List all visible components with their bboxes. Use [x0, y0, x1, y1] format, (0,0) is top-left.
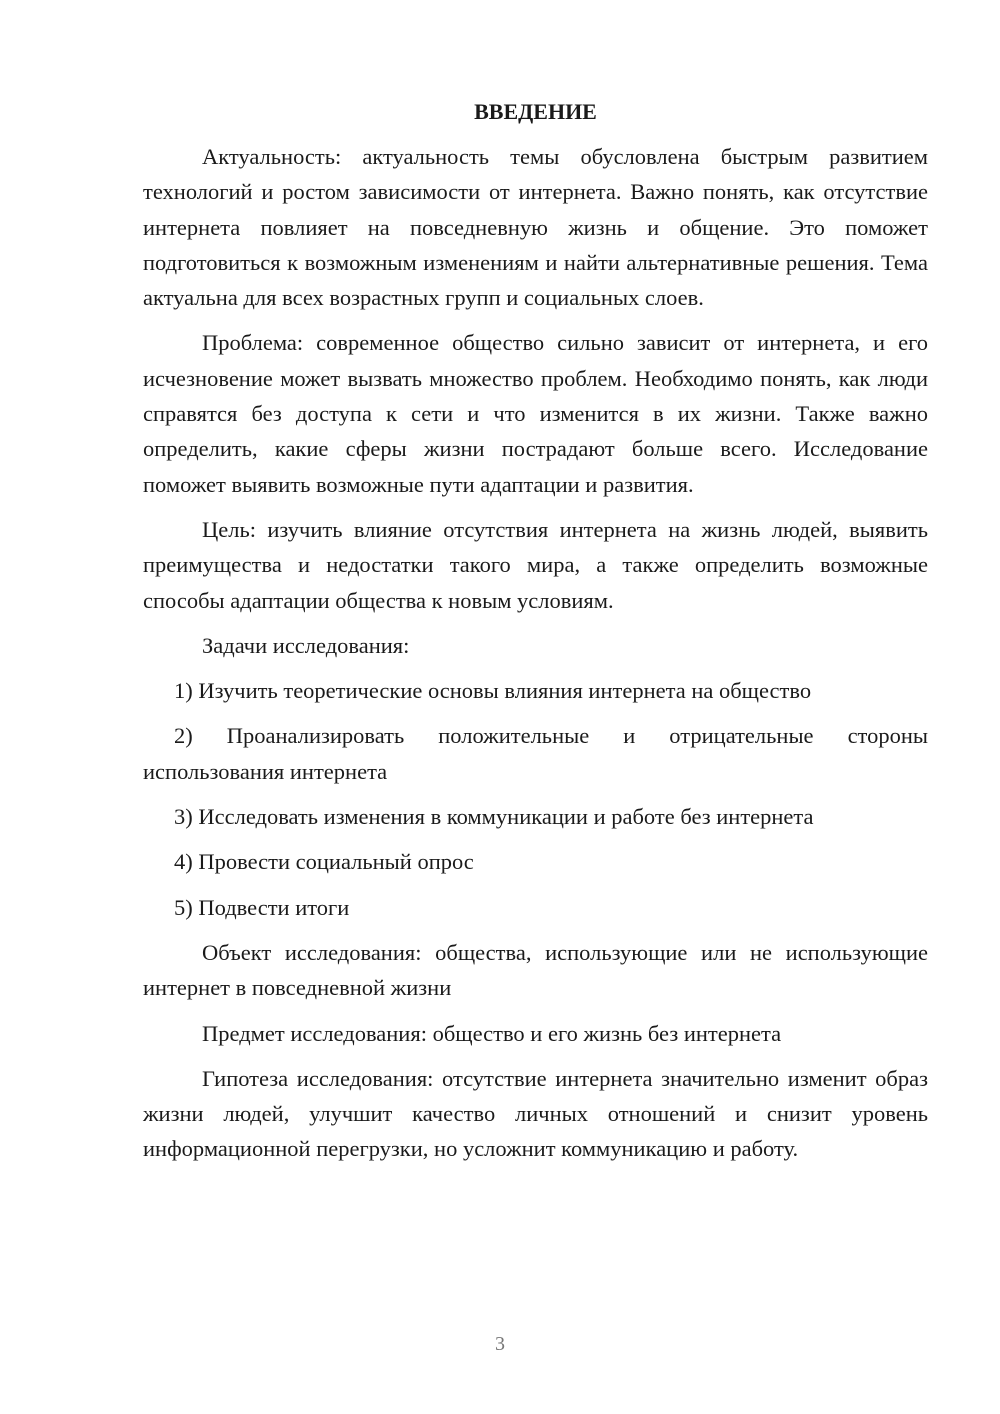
paragraph-problem: Проблема: современное общество сильно зависит от интернета, и его исчезновение может вызвать множество проблем. Необходимо понять, как люди справятся без доступа к сети и что изменится в их жизни. Также важно определить, какие сферы жизни пострадают больше всего. Исследование поможет выявить возможные пути адаптации и развития. [143, 330, 928, 497]
tasks-heading: Задачи исследования: [202, 632, 410, 658]
paragraph-goal: Цель: изучить влияние отсутствия интернета на жизнь людей, выявить преимущества и недостатки такого мира, а также определить возможные способы адаптации общества к новым условиям. [143, 516, 928, 613]
paragraph-object: Объект исследования: общества, использующие или не использующие интернет в повседневной жизни [143, 939, 928, 1001]
paragraph-subject: Предмет исследования: общество и его жизнь без интернета [202, 1020, 782, 1046]
document-page [143, 94, 928, 1177]
paragraph-relevance: Актуальность: актуальность темы обусловлена быстрым развитием технологий и ростом зависимости от интернета. Важно понять, как отсутствие интернета повлияет на повседневную жизнь и общение. Это поможет подготовиться к возможным изменениям и найти альтернативные решения. Тема актуальна для всех возрастных групп и социальных слоев. [143, 144, 928, 311]
page-number: 3 [495, 1333, 505, 1355]
paragraph-hypothesis: Гипотеза исследования: отсутствие интернета значительно изменит образ жизни людей, улучшит качество личных отношений и снизит уровень информационной перегрузки, но усложнит коммуникацию и работу. [143, 1065, 928, 1162]
task-item: 3) Исследовать изменения в коммуникации и работе без интернета [174, 804, 814, 830]
task-item: 5) Подвести итоги [174, 894, 350, 920]
task-item: 4) Провести социальный опрос [174, 849, 474, 875]
section-title: ВВЕДЕНИЕ [474, 99, 597, 124]
task-item: 2) Проанализировать положительные и отрицательные стороны использования интернета [143, 723, 928, 784]
task-item: 1) Изучить теоретические основы влияния интернета на общество [174, 678, 812, 704]
